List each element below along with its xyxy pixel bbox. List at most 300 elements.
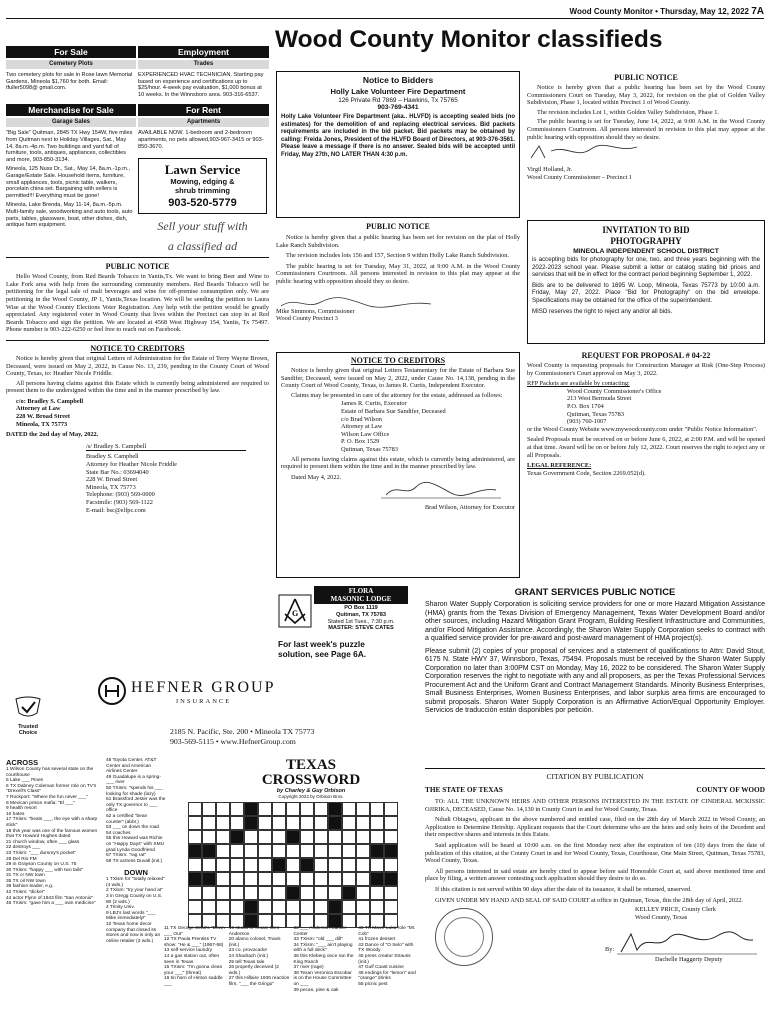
page-title: Wood County Monitor classifieds [275, 26, 663, 53]
clue: 33 TXism: "old ___ dill" [293, 937, 343, 943]
crossword-square[interactable] [342, 816, 356, 830]
crossword-square[interactable] [314, 858, 328, 872]
clue: 45 press creator Strauss (init.) [358, 953, 411, 965]
grant-services-notice [425, 587, 765, 716]
crossword-square[interactable] [356, 900, 370, 914]
down-header: DOWN [124, 868, 148, 878]
lodge-info-line: Quitman, TX 75783 [335, 611, 387, 618]
crossword-square[interactable] [384, 900, 398, 914]
clue: 1 TXism for "totally relaxed" (4 wds.) [106, 877, 165, 888]
address-line: Mineola, TX 75773 [16, 420, 68, 428]
notice-paragraph: The revision includes Lot 1, within Golden Valley Subdivision, Phase 1. [537, 108, 719, 116]
crossword-title [246, 758, 376, 799]
crossword-square[interactable] [286, 844, 300, 858]
signature-line-text: Virgil Holland, Jr. [527, 166, 573, 174]
svg-text:G: G [292, 609, 299, 618]
crossword-square[interactable] [342, 802, 356, 816]
clue: 4 Trinity Univ. [106, 905, 135, 911]
crossword-square[interactable] [202, 872, 216, 886]
clue: 11 TX George Strait's "Down ___ Out" [164, 926, 225, 937]
clue: 32 ___ Anderson Cancer Center [293, 926, 347, 937]
county-seal-icon [435, 908, 493, 966]
divider [6, 340, 269, 341]
notice-paragraph: Claims may be presented in care of the attorney for the estate, addressed as follows: [291, 391, 503, 399]
clue: 44 actor Flynn of 1943 film "San Antonio" [6, 895, 94, 901]
garage-sale-ad: Mineola, 125 Nuss Dr., Sat., May 14, 8a.m.-1p.m., Garage/Estate Sale. Household items, furniture, small appliances, tools, picnic table, walkers, porcelain china set. Bargaining with sellers is permitted!!! Everything must be gone! [6, 166, 131, 199]
address-line: James R. Curtis, Executor [341, 400, 407, 408]
crossword-square[interactable] [258, 844, 272, 858]
crossword-square[interactable] [188, 802, 202, 816]
crossword-square[interactable] [314, 872, 328, 886]
clue-list [106, 877, 166, 944]
crossword-square[interactable] [272, 872, 286, 886]
crossword-square[interactable] [202, 844, 216, 858]
crossword-square[interactable] [258, 900, 272, 914]
crossword-square[interactable] [244, 886, 258, 900]
crossword-square[interactable] [216, 872, 230, 886]
lodge-title [314, 586, 408, 604]
puzzle-note-line: For last week's puzzle [278, 639, 365, 649]
garage-sales-header: Garage Sales [6, 118, 136, 127]
citation-paragraph: Ndudi Obiagwu, applicant in the above numbered and entitled case, filed on the 28th day of March 2022 in Wood County, an Application to Determine Heirship. Applicant requests that the Court determine who are the heirs and only heirs of the Decedent and their respective shares and interests in this Estate. [425, 816, 765, 839]
clue: 19 studio in Texas: Wes Anderson [228, 926, 280, 937]
crossword-square[interactable] [286, 858, 300, 872]
signature-graphic [381, 481, 501, 499]
hefner-insurance-ad [6, 675, 426, 752]
crossword-square[interactable] [244, 844, 258, 858]
notice-paragraph: Notice is hereby given that original Letters of Administration for the Estate of Terry Wayne Brown, Deceased, were issued on May 2, 2022, in Cause No. 13, 239, pending in the County Court of Wood County, Texas, to: Heather Nicole Friddle. [6, 354, 269, 378]
clue: 27 this Hillaire 1936 reaction film, "___ the Gringo" [228, 976, 290, 987]
crossword-square[interactable] [202, 900, 216, 914]
crossword-square[interactable] [328, 886, 342, 900]
address-line: c/o Brad Wilson [341, 415, 382, 423]
crossword-square[interactable] [370, 844, 384, 858]
crossword-square[interactable] [202, 830, 216, 844]
clue: 40 TX Mavs' Luka role "Mr. Cob" [358, 926, 416, 937]
crossword-square[interactable] [272, 816, 286, 830]
itb-organization: MINEOLA INDEPENDENT SCHOOL DISTRICT [573, 248, 719, 255]
apartments-ad: AVAILABLE NOW. 1-bedroom and 2-bedroom apartments, no pets allowed,903-967-3415 or 903-850-3670. [138, 130, 264, 150]
crossword-square[interactable] [272, 830, 286, 844]
crossword-square[interactable] [356, 816, 370, 830]
crossword-square[interactable] [328, 900, 342, 914]
crossword-square[interactable] [356, 802, 370, 816]
signature-line: /s/ Bradley S. Campbell [86, 443, 246, 452]
puzzle-solution-note [278, 639, 418, 659]
invitation-to-bid [527, 220, 765, 344]
crossword-square[interactable] [384, 802, 398, 816]
crossword-square[interactable] [314, 844, 328, 858]
crossword-square[interactable] [230, 844, 244, 858]
clue: 57 TXism: "rag rat" [106, 853, 147, 859]
crossword-square[interactable] [300, 844, 314, 858]
crossword-square[interactable] [216, 802, 230, 816]
rfp-paragraph: Sealed Proposals must be received on or before June 6, 2022, at 2:00 P.M. and will be opened at that time. Award will be on or before July 12, 2022. Court reserves the right to reject any or all Proposals. [527, 436, 765, 459]
crossword-square[interactable] [300, 830, 314, 844]
clue: 23 TXism: "___ dummy's pocket" [6, 850, 77, 856]
clue: 20 alamo colonel, Travis (init.) [228, 937, 281, 948]
crossword-square[interactable] [272, 886, 286, 900]
hvac-ad: EXPERIENCED HVAC TECHNICIAN. Starting pay based on experience and certifications up to $25/hour. 4-week pay evaluation, $1,000 bonus at 10 weeks. In the Winnsboro area. 903-316-6537. [138, 72, 264, 98]
lawn-service-phone: 903-520-5779 [168, 197, 237, 210]
clue: 34 TXism: "___ ain't playing with a full deck" [293, 942, 353, 954]
crossword-square[interactable] [202, 886, 216, 900]
clue: 49 Guadalupe is a spring-___ river [106, 774, 161, 786]
address-line: 213 West Bermuda Street [567, 395, 632, 403]
signature-line-text: 228 W. Broad Street [86, 476, 138, 484]
notice-to-creditors-heading: NOTICE TO CREDITORS [350, 356, 446, 365]
clue: 37 river (rage) [293, 965, 324, 971]
clue: 47 Gulf Coast cuisine [358, 965, 404, 971]
signature-line-text: E-mail: bsc@elfpc.com [86, 506, 146, 514]
holly-lake-public-notice [276, 222, 520, 323]
crossword-square[interactable] [384, 830, 398, 844]
clue: 15 TXism: "I'm gonna clean your ___" (threat) [164, 965, 223, 976]
legal-reference: Texas Government Code, Section 2269.052(d). [527, 469, 646, 477]
crossword-square[interactable] [230, 802, 244, 816]
grant-paragraph: Sharon Water Supply Corporation is soliciting service providers for one or more Hazard Mitigation Assistance (HMA) grants from the Texas Division of Emergency Management, Texas Water Development Board and/or other sources, including Hazard Mitigation Grant Program, Building Resilient Infrastructure and Communities, and/or Flood Mitigation Assistance. Accordingly, the Sharon Water Supply Corporation seeks to contract with a qualified service provider for pre-award and post-award management of HMA project(s). [425, 601, 765, 642]
notice-paragraph: Notice is hereby given that original Letters Testamentary for the Estate of Barbara Sue Sandifer, Deceased, were issued on May 2, 2022, under Cause No. 14,138, pending in the County Court of Wood County, Texas, to James R. Curtis, Independent Executor. [281, 367, 515, 390]
rfp-paragraph: RFP Packets are available by contacting: [527, 380, 630, 388]
crossword-square[interactable] [244, 858, 258, 872]
signature-line-text: Attorney for Heather Nicole Friddle [86, 461, 177, 469]
crossword-square[interactable] [300, 872, 314, 886]
clue: 54 coaches [106, 830, 131, 836]
crossword-square[interactable] [384, 816, 398, 830]
crossword-square[interactable] [244, 816, 258, 830]
crossword-square[interactable] [384, 844, 398, 858]
crossword-square[interactable] [328, 872, 342, 886]
clue: 18 this year was one of the famous women that TX Howard Hughes dated [6, 828, 98, 840]
crossword-square[interactable] [356, 872, 370, 886]
signature-line-text: Brad Wilson, Attorney for Executor [424, 504, 515, 512]
clerk-county: Wood County, Texas [635, 914, 688, 922]
lodge-info [314, 605, 408, 632]
grant-paragraph: Please submit (2) copies of your proposal of services and a statement of qualifications to Attn: David Stout, 6175 N. State HWY 37, Winnsboro, Texas, 75494. Proposals must be received by the Sharon Water Supply Corporation no later than 3:00PM CST on Monday, May 16, 2022 to be considered. The Sharon Water Supply Corporation reserves the right to negotiate with any and all proposers, as per the Texas Professional Services Procurement Act and the Uniform Grant and Contract Management Standards. Minority Business Enterprises, Small Business Enterprises, Women Business Enterprises, and labor surplus area firms are encouraged to submit proposals. Sharon Water Supply Corporation is an Affirmative Action/Equal Opportunity Employer. Servicios de traducción están disponibles por petición. [425, 647, 765, 714]
itb-paragraph: MISD reserves the right to reject any and/or all bids. [532, 307, 673, 315]
signature-block [86, 453, 269, 514]
clue: 52 a certified "bean counter" (abbr.) [106, 813, 148, 825]
clue: 35 TX oil NW town [6, 878, 46, 884]
address-line: Attorney at Law [341, 423, 383, 431]
crossword-square[interactable] [188, 886, 202, 900]
crossword-square[interactable] [188, 858, 202, 872]
crossword-square[interactable] [370, 830, 384, 844]
clue: 14 a gas station out, often seen in Texas [164, 953, 220, 965]
clue-list [106, 758, 166, 864]
lawn-service-sub: Mowing, edging & [170, 177, 235, 187]
crossword-square[interactable] [356, 858, 370, 872]
citation-paragraph: If this citation is not served within 90 days after the date of its issuance, it shall be returned, unserved. [435, 885, 692, 893]
crossword-square[interactable] [230, 900, 244, 914]
clue: 21 church window, often ___ glass [6, 839, 80, 845]
crossword-title-line: TEXAS [285, 757, 337, 773]
classified-column [6, 46, 269, 514]
deputy-name: Dachelle Haggerty Deputy [655, 956, 723, 964]
lodge-name: FLORA [348, 587, 374, 595]
crossword-square[interactable] [244, 900, 258, 914]
clue: 17 TXism: "beats ___, the eye with a sharp stick" [6, 817, 98, 828]
signature-line-text: Facsimile: (903) 569-1122 [86, 499, 153, 506]
crossword-square[interactable] [258, 858, 272, 872]
crossword-square[interactable] [286, 900, 300, 914]
crossword-square[interactable] [230, 858, 244, 872]
citation-paragraph: GIVEN UNDER MY HAND AND SEAL OF SAID COURT at office in Quitman, Texas, this the 28th day of April, 2022. [435, 896, 743, 904]
crossword-square[interactable] [188, 830, 202, 844]
crossword-square[interactable] [370, 816, 384, 830]
crossword-square[interactable] [286, 830, 300, 844]
notice-to-bidders-heading: Notice to Bidders [362, 75, 434, 85]
lodge-info-line: Stated 1st Tues., 7:30 p.m. [327, 618, 395, 625]
crossword-square[interactable] [258, 802, 272, 816]
crossword-square[interactable] [370, 900, 384, 914]
badge-text: Trusted [18, 724, 38, 730]
crossword-square[interactable] [370, 802, 384, 816]
down-clues-continued [164, 926, 420, 993]
clue: 53 ___ on down the road [106, 825, 160, 831]
crossword-square[interactable] [258, 886, 272, 900]
crossword-square[interactable] [202, 858, 216, 872]
crossword-square[interactable] [216, 900, 230, 914]
notice-paragraph: All persons having claims against this Estate which is currently being administered are required to present them to the undersigned within the time and in the manner prescribed by law. [6, 379, 269, 395]
address-line: Estate of Barbara Sue Sandifer, Deceased [341, 407, 446, 415]
lodge-info-line: PO Box 1119 [344, 605, 378, 611]
crossword-square[interactable] [216, 830, 230, 844]
crossword-square[interactable] [272, 858, 286, 872]
divider [6, 257, 269, 258]
clue: 55 this Howard was Richie on "Happy Days" with SMU grad Lynda Goodfriend [106, 836, 165, 853]
by-label: By: [605, 946, 615, 954]
crossword-copyright: Copyright 2022 by Orbison Bros. [278, 794, 344, 799]
crossword-square[interactable] [230, 816, 244, 830]
crossword-square[interactable] [314, 816, 328, 830]
crossword-square[interactable] [216, 858, 230, 872]
crossword-square[interactable] [272, 802, 286, 816]
clue: 25 tell Texas tale [228, 959, 265, 965]
crossword-square[interactable] [370, 872, 384, 886]
citation-paragraph: All persons interested in said estate are hereby cited to appear before said Honorable Court at, said above mentioned time and place by filing, a written answer contesting such application should they desire to do so. [425, 867, 765, 883]
merchandise-header: Merchandise for Sale [6, 104, 136, 116]
citation-signature-area [425, 904, 765, 968]
crossword-square[interactable] [230, 886, 244, 900]
citation-subheading [425, 785, 765, 794]
notice-paragraph: All persons having claims against this estate, which is currently being administered, are required to present them within the time and in the manner prescribed by law. [281, 455, 515, 471]
clue: 22 destroys ___ [6, 845, 41, 851]
itb-paragraph: is accepting bids for photography for one, two, and three years beginning with the 2022-2023 school year. Please submit a letter or catalog stating bid prices and services that will be in effect for the contract period beginning September 1, 2022. [532, 256, 760, 279]
clue: 39 pecan, pine & oak [293, 987, 339, 993]
crossword-square[interactable] [328, 844, 342, 858]
grant-heading: GRANT SERVICES PUBLIC NOTICE [514, 587, 676, 598]
crossword-square[interactable] [314, 886, 328, 900]
address-line: Attorney at Law [16, 405, 61, 413]
across-header: ACROSS [6, 758, 39, 767]
crossword-square[interactable] [272, 844, 286, 858]
legal-reference-label: LEGAL REFERENCE: [527, 462, 592, 470]
lawn-service-sub: shrub trimming [174, 186, 230, 196]
clue: 10 hates [6, 811, 25, 817]
crossword-square[interactable] [202, 816, 216, 830]
crossword-square[interactable] [272, 900, 286, 914]
signature-graphic [527, 143, 657, 161]
cemetery-plots-header: Cemetery Plots [6, 60, 136, 69]
crossword-square[interactable] [300, 802, 314, 816]
crossword-square[interactable] [300, 858, 314, 872]
notice-paragraph: The public hearing is set for Tuesday, June 14, 2022, at 9:00 A.M. in the Wood County Commissioners Courtroom. All persons interested in revision to this plat may appear at the public hearing with opposition should they so desire. [527, 118, 765, 141]
crossword-square[interactable] [216, 816, 230, 830]
clue: 50 TXism: "spends his ___ looking for shade (lazy) [106, 785, 163, 797]
crossword-square[interactable] [230, 872, 244, 886]
promo-line: a classified ad [167, 239, 238, 254]
hefner-phone: 903-569-5115 • www.HefnerGroup.com [170, 737, 296, 746]
crossword-square[interactable] [370, 858, 384, 872]
clue: 16 tin horn of Hinton saddle ___ [164, 976, 223, 987]
for-rent-header: For Rent [138, 104, 269, 116]
address-line: (903) 760-1007 [567, 418, 607, 426]
crossword-square[interactable] [384, 886, 398, 900]
crossword-square[interactable] [328, 830, 342, 844]
dated-line: Dated May 4, 2022. [291, 473, 342, 481]
clue: 5 Lake ___ Pines [6, 778, 44, 784]
clerk-name: KELLEY PRICE, County Clerk [635, 906, 716, 914]
signature-line-text: Mineola, TX 75773 [86, 483, 136, 491]
crossword-square[interactable] [300, 886, 314, 900]
crossword-square[interactable] [314, 830, 328, 844]
trades-header: Trades [138, 60, 269, 69]
citation-paragraph: Said application will be heard at 10:00 a.m. on the first Monday next after the expiration of ten (10) days from the date of publication of this citation, at the County Court in and for Wood County, Texas, Courthouse, One Main Street, Quitman, Texas 75783, Wood County, Texas. [425, 841, 765, 865]
crossword-square[interactable] [258, 816, 272, 830]
golden-valley-public-notice [527, 73, 765, 181]
crossword-square[interactable] [384, 858, 398, 872]
across-clues-continued [106, 758, 166, 944]
clue: 10 Texas home decor company that closed its stores and now is only an online retailer (3 wds.) [106, 922, 161, 944]
crossword-square[interactable] [244, 830, 258, 844]
citation-paragraph: TO: ALL THE UNKNOWN HEIRS AND OTHER PERSONS INTERESTED IN THE ESTATE OF CINDERAL MCKISSIC OJIRIKA, DECEASED, Cause No. 14,130 in County Court in and for Wood County, Texas. [425, 798, 765, 813]
clue: 2 TXism: "try your hand at" [106, 888, 163, 894]
header-rule [6, 18, 764, 19]
crossword-square[interactable] [286, 802, 300, 816]
notice-paragraph: The revision includes lots 156 and 157, Section 9 within Holly Lake Ranch Subdivision. [286, 252, 509, 260]
signature-line-text: Bradley S. Campbell [86, 453, 139, 461]
crossword-byline: by Charley & Guy Orbison [276, 788, 346, 794]
crossword-square[interactable] [258, 872, 272, 886]
address-line: 228 W. Broad Street [16, 413, 70, 421]
cemetery-ad: Two cemetery plots for sale in Rose lawn Memorial Gardens, Mineola $1,760 for both. Email: tfuller5098@ gmail.com. [6, 72, 133, 92]
crossword-square[interactable] [356, 830, 370, 844]
crossword-square[interactable] [188, 844, 202, 858]
crossword-grid[interactable] [164, 802, 420, 922]
clue: 46 TXism: "gave him a ___ own medicine" [6, 901, 96, 907]
apartments-header: Apartments [138, 118, 269, 127]
clue: 48 Toyota Center, AT&T Center and American Airlines Center [106, 758, 157, 775]
clue: 30 TXism: "happy ___ with two tails" [6, 867, 84, 873]
crossword-square[interactable] [342, 830, 356, 844]
address-block [6, 398, 269, 428]
clue: 3 in Gregg County on U.S. 80 (2 wds.) [106, 894, 163, 905]
public-notice-heading: PUBLIC NOTICE [366, 222, 430, 231]
crossword-square[interactable] [342, 858, 356, 872]
crossword-square[interactable] [328, 816, 342, 830]
crossword-square[interactable] [328, 858, 342, 872]
trusted-choice-badge [8, 695, 48, 736]
crossword-square[interactable] [370, 886, 384, 900]
signature-scribble [276, 296, 520, 308]
crossword-square[interactable] [314, 900, 328, 914]
public-notice-heading: PUBLIC NOTICE [614, 73, 678, 82]
crossword-square[interactable] [244, 802, 258, 816]
signature-line-text: Wood County Commissioner – Precinct 1 [527, 173, 632, 181]
crossword-square[interactable] [230, 830, 244, 844]
itb-heading: PHOTOGRAPHY [610, 236, 682, 246]
clue: 29 in Grayson County on U.S. 75 [6, 862, 77, 868]
crossword-square[interactable] [216, 844, 230, 858]
crossword-square[interactable] [216, 886, 230, 900]
divider [425, 768, 765, 769]
public-notice-body: Hello Wood County, from Red Beards Tobacco in Yantis,Tx. We want to bring Beer and Wine to Lake Fork area with help from the surrounding community members. Red Beards Tobacco will be petitioning for the legal sale of malt beverages and wine for off-premise consumption only. We are petitioning in the Wood County, JP 1, Yantis,Texas location. We will be sending the petition to Laura Wise at the Wood County Elections Voter Registration. Any help with the petition would be greatly appreciated. Any registered voter in Wood County that lives within the Precinct can stop in at Red Beards Tobacco and sign the petition. We are located at 4568 West Highway 154, Yantis, Tx 75497. Phone number is 903-222-6250 or feel free to reach out on Facebook. [6, 273, 269, 334]
crossword-square[interactable] [258, 830, 272, 844]
clue: 38 Texan Veronica Escobar is on the House Committee on ___ [293, 970, 352, 987]
crossword-square[interactable] [356, 844, 370, 858]
crossword-title-line: CROSSWORD [261, 772, 361, 788]
signature-line-text: Telephone: (903) 569-0000 [86, 491, 155, 499]
crossword-square[interactable] [300, 816, 314, 830]
citation-county: COUNTY OF WOOD [696, 785, 765, 794]
notice-paragraph: Notice is hereby given that a public hearing has been set by the Wood County Commissioners Court on Tuesday, May 3, 2022, for revision on the plat of Golden Valley Subdivision, Phase 1, located within Precinct 1 of Wood County. [527, 84, 765, 107]
hefner-address: 2185 N. Pacific, Ste. 200 • Mineola TX 75773 [170, 727, 315, 736]
hefner-name: HEFNER GROUP [131, 679, 276, 696]
clue: 13 self-service laundry [164, 948, 212, 954]
crossword-square[interactable] [342, 900, 356, 914]
crossword-square[interactable] [188, 872, 202, 886]
crossword-square[interactable] [342, 886, 356, 900]
citation-heading: CITATION BY PUBLICATION [546, 772, 644, 781]
notice-to-bidders [276, 71, 520, 218]
crossword-square[interactable] [314, 802, 328, 816]
crossword-square[interactable] [300, 900, 314, 914]
clue: 1 Wilson County has several state on the courthouse [6, 767, 94, 778]
garage-sale-ad: Mineola, Lake Brenda, May 11-14, 8a.m.-5p.m. Multi-family sale, woodworking and auto tools, auto parts, tables, glassware, boat, other dishes, dish, antique farm equipment. [6, 202, 133, 229]
signature-line-text: Wood County Precinct 3 [276, 315, 338, 323]
clue: 39 fashion leader, e.g. [6, 884, 54, 890]
crossword-square[interactable] [328, 802, 342, 816]
public-notice-heading: PUBLIC NOTICE [105, 262, 170, 272]
crossword-square[interactable] [202, 802, 216, 816]
trusted-choice-icon [13, 695, 43, 719]
clue: 6 TX Dabney Coleman former role on TV's "Drexell's Class" [6, 783, 97, 795]
crossword-square[interactable] [188, 816, 202, 830]
crossword-square[interactable] [286, 886, 300, 900]
crossword-square[interactable] [342, 844, 356, 858]
crossword-square[interactable] [188, 900, 202, 914]
across-clues [6, 758, 102, 907]
crossword-square[interactable] [244, 872, 258, 886]
page-number: 7A [751, 6, 764, 17]
crossword-square[interactable] [356, 886, 370, 900]
notice-paragraph: Notice is hereby given that a public hearing has been set for revision on the plat of Holly Lake Ranch Subdivision. [276, 234, 520, 249]
fire-department-phone: 903-769-4341 [377, 104, 419, 111]
clue: 26 properly deceived (2 wds.) [228, 965, 279, 976]
notice-to-creditors-2 [276, 352, 520, 578]
clue: 42 TXism: "dicker" [6, 890, 46, 896]
crossword-square[interactable] [384, 872, 398, 886]
clue: 9 LBJ's last words "___ Mike immediately!" [106, 910, 156, 922]
crossword-square[interactable] [342, 872, 356, 886]
crossword-square[interactable] [286, 816, 300, 830]
citation-state: THE STATE OF TEXAS [425, 785, 503, 794]
clue: 28 Del Rio FM [6, 856, 37, 862]
crossword-square[interactable] [286, 872, 300, 886]
request-for-proposal [527, 351, 765, 477]
itb-heading: INVITATION TO BID [602, 225, 690, 235]
